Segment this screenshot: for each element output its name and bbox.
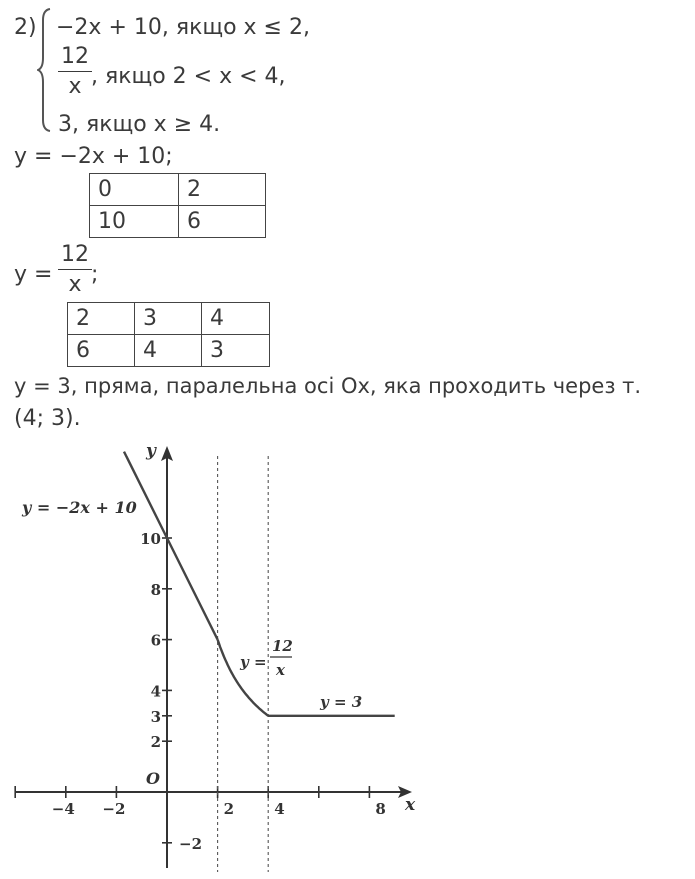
x-tick-label: 4: [274, 800, 285, 818]
constant-curve-label: y = 3: [320, 693, 363, 711]
table-cell: 4: [135, 335, 202, 367]
linear-formula: y = −2x + 10;: [14, 144, 173, 169]
table-cell: 6: [68, 335, 135, 367]
fraction-bar: [58, 269, 92, 270]
y-tick-label: −2: [179, 834, 203, 853]
x-tick-label: −2: [102, 800, 126, 818]
hyperbola-segment: [218, 640, 269, 716]
constant-description-line-2: (4; 3).: [14, 406, 81, 431]
origin-label: O: [146, 769, 160, 788]
table-cell: 10: [90, 206, 179, 238]
y-tick-label: 4: [150, 682, 161, 701]
hyperbola-curve-label-lhs: y =: [240, 653, 267, 671]
y-axis-label: y: [146, 441, 156, 461]
fraction-numerator: 12: [61, 242, 89, 267]
x-tick-label: 8: [375, 800, 386, 818]
fraction-bar: [58, 71, 92, 72]
fraction-denominator: x: [68, 272, 82, 297]
y-tick-label: 3: [150, 707, 161, 726]
table-cell: 2: [68, 303, 135, 335]
table-cell: 6: [179, 206, 266, 238]
table-cell: 4: [202, 303, 270, 335]
y-tick-label: 10: [140, 530, 161, 548]
left-brace: [37, 6, 53, 134]
linear-value-table: [89, 173, 266, 238]
x-tick-label: 2: [223, 800, 235, 818]
x-tick-label: −4: [51, 800, 75, 818]
table-cell: 0: [90, 174, 179, 206]
table-cell: 3: [202, 335, 270, 367]
fraction-denominator: x: [68, 74, 82, 99]
table-row: [90, 206, 266, 238]
linear-segment: [124, 452, 218, 640]
linear-curve-label: y = −2x + 10: [22, 498, 137, 517]
task-number: 2): [14, 15, 37, 40]
graph-curves: [124, 452, 395, 716]
function-graph: [0, 430, 695, 879]
hyperbola-value-table: [67, 302, 270, 367]
case-3: 3, якщо x ≥ 4.: [58, 112, 221, 137]
table-cell: 2: [179, 174, 266, 206]
hyperbola-lhs: y =: [14, 262, 53, 287]
hyperbola-curve-label-num: 12: [272, 637, 293, 655]
table-row: [90, 174, 266, 206]
fraction-numerator: 12: [61, 44, 89, 69]
case-2-fraction: [58, 46, 92, 98]
hyperbola-fraction: [58, 244, 92, 296]
constant-description-line-1: y = 3, пряма, паралельна осі Ox, яка проходить через т.: [14, 374, 642, 398]
curve-labels: [21, 498, 362, 711]
table-row: [68, 335, 270, 367]
table-row: [68, 303, 270, 335]
x-axis-label: x: [405, 795, 416, 815]
case-1: −2x + 10, якщо x ≤ 2,: [56, 15, 310, 40]
hyperbola-semicolon: ;: [91, 262, 99, 287]
case-2-condition: , якщо 2 < x < 4,: [91, 64, 286, 89]
y-tick-label: 6: [150, 631, 161, 650]
axis-ticks: [15, 530, 386, 853]
y-tick-label: 8: [150, 580, 161, 599]
y-tick-label: 2: [150, 733, 161, 752]
hyperbola-curve-label-den: x: [276, 661, 285, 679]
table-cell: 3: [135, 303, 202, 335]
